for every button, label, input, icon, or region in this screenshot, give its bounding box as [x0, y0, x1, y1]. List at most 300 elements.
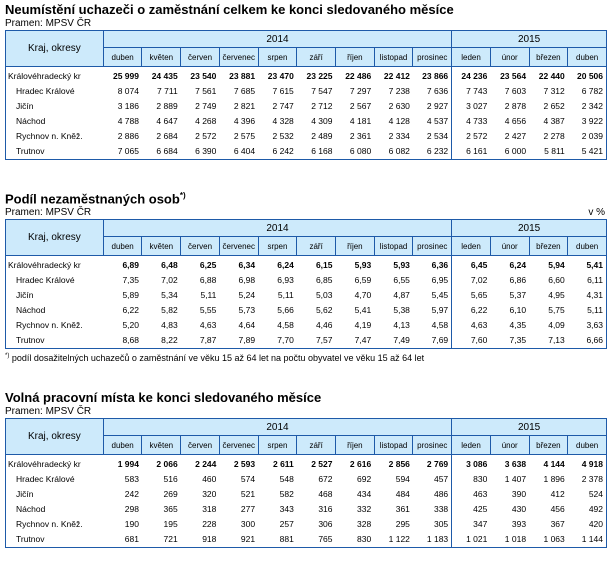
table-row	[6, 502, 607, 517]
value-cell: 6,25	[199, 260, 217, 271]
value-cell: 4 309	[311, 116, 333, 126]
value-cell: 516	[163, 474, 178, 484]
source-label: Pramen: MPSV ČR	[5, 207, 92, 219]
month-header: leden	[452, 237, 491, 256]
value-cell: 306	[318, 519, 333, 529]
value-cell: 4 328	[272, 116, 294, 126]
month-header: prosinec	[413, 48, 452, 67]
section-title: Podíl nezaměstnaných osob*)	[5, 191, 186, 207]
value-cell: 7 561	[195, 86, 217, 96]
value-cell: 24 236	[461, 71, 488, 81]
value-cell: 830	[336, 532, 375, 548]
value-cell: 24 435	[151, 71, 178, 81]
value-cell: 23 564	[500, 71, 527, 81]
month-header: červenec	[219, 436, 258, 455]
value-cell: 8,22	[142, 333, 181, 349]
value-cell: 2 039	[568, 129, 607, 144]
value-cell: 7 603	[504, 86, 527, 96]
value-cell: 6,95	[413, 273, 452, 288]
value-cell: 6,89	[122, 260, 139, 271]
value-cell: 5,11	[568, 303, 607, 318]
year-header-2014: 2014	[103, 31, 451, 48]
value-cell: 269	[163, 489, 178, 499]
month-header: březen	[529, 436, 568, 455]
value-cell: 1 183	[413, 532, 452, 548]
value-cell: 524	[568, 487, 607, 502]
value-cell: 430	[511, 504, 527, 514]
value-cell: 5,11	[277, 290, 294, 301]
value-cell: 228	[202, 519, 217, 529]
value-cell: 4,46	[315, 320, 333, 331]
value-cell: 6 161	[452, 144, 491, 160]
table-row	[6, 256, 607, 274]
value-cell: 2 747	[272, 101, 294, 111]
value-cell: 6,36	[413, 256, 452, 274]
table-row	[6, 517, 607, 532]
value-cell: 2 616	[349, 459, 372, 469]
section-vacancies	[5, 390, 607, 548]
region-cell: Trutnov	[6, 333, 104, 349]
value-cell: 5,93	[354, 260, 372, 271]
value-cell: 7,13	[529, 333, 568, 349]
month-header: květen	[142, 237, 181, 256]
region-cell: Rychnov n. Kněž.	[6, 517, 104, 532]
value-cell: 2 684	[156, 131, 178, 141]
value-cell: 4 647	[156, 116, 178, 126]
value-cell: 5,38	[393, 305, 410, 316]
value-cell: 7 238	[388, 86, 410, 96]
value-cell: 7,69	[413, 333, 452, 349]
table-body	[6, 256, 607, 349]
value-cell: 2 567	[349, 101, 372, 111]
value-cell: 4 733	[466, 116, 488, 126]
value-cell: 5,97	[413, 303, 452, 318]
region-cell: Jičín	[6, 99, 104, 114]
value-cell: 4,70	[354, 290, 372, 301]
value-cell: 6,86	[509, 275, 527, 286]
value-cell: 6,55	[393, 275, 410, 286]
month-header: duben	[103, 237, 142, 256]
month-header: červen	[181, 436, 220, 455]
region-cell: Náchod	[6, 502, 104, 517]
source-label: Pramen: MPSV ČR	[5, 406, 92, 417]
month-header: září	[297, 48, 336, 67]
value-cell: 332	[357, 504, 372, 514]
value-cell: 2 278	[543, 131, 565, 141]
value-cell: 7,57	[297, 333, 336, 349]
value-cell: 7,89	[219, 333, 258, 349]
value-cell: 6,85	[315, 275, 333, 286]
value-cell: 4 181	[349, 116, 372, 126]
month-header: únor	[490, 237, 529, 256]
value-cell: 2 652	[543, 101, 565, 111]
value-cell: 2 769	[413, 455, 452, 473]
value-cell: 2 821	[233, 101, 256, 111]
value-cell: 5 421	[568, 144, 607, 160]
region-cell: Hradec Králové	[6, 472, 104, 487]
value-cell: 4 396	[233, 116, 256, 126]
month-header: říjen	[336, 436, 375, 455]
region-cell: Rychnov n. Kněž.	[6, 129, 104, 144]
value-cell: 4,58	[277, 320, 294, 331]
value-cell: 2 527	[311, 459, 333, 469]
source-label: Pramen: MPSV ČR	[5, 18, 92, 29]
value-cell: 7 636	[413, 84, 452, 99]
month-header: listopad	[374, 436, 413, 455]
year-header-2015: 2015	[452, 31, 607, 48]
value-cell: 22 440	[538, 71, 565, 81]
value-cell: 328	[357, 519, 372, 529]
value-cell: 8 074	[117, 86, 139, 96]
value-cell: 6 080	[336, 144, 375, 160]
value-cell: 367	[550, 519, 565, 529]
month-header: duben	[568, 237, 607, 256]
month-header: listopad	[374, 237, 413, 256]
table-row	[6, 84, 607, 99]
table-row	[6, 472, 607, 487]
value-cell: 7 711	[157, 86, 178, 96]
value-cell: 22 486	[345, 71, 372, 81]
table-row	[6, 288, 607, 303]
value-cell: 881	[258, 532, 297, 548]
region-column-header: Kraj, okresy	[6, 220, 104, 256]
unemployed-table	[5, 30, 607, 160]
month-header: říjen	[336, 48, 375, 67]
footnote: *) podíl dosažitelných uchazečů o zaměstnání ve věku 15 až 64 let na počtu obyvatel ve věku 15 až 64 let	[5, 353, 425, 364]
region-column-header: Kraj, okresy	[6, 31, 104, 67]
table-row	[6, 333, 607, 349]
value-cell: 4 537	[413, 114, 452, 129]
value-cell: 3 027	[466, 101, 488, 111]
value-cell: 6 232	[413, 144, 452, 160]
value-cell: 23 540	[190, 71, 217, 81]
value-cell: 2 378	[568, 472, 607, 487]
table-row	[6, 129, 607, 144]
table-row	[6, 455, 607, 473]
value-cell: 4,83	[161, 320, 178, 331]
value-cell: 5,75	[548, 305, 565, 316]
value-cell: 4,64	[238, 320, 256, 331]
month-header: srpen	[258, 48, 297, 67]
value-cell: 242	[124, 489, 139, 499]
month-header: prosinec	[413, 436, 452, 455]
value-cell: 6,60	[548, 275, 565, 286]
value-cell: 2 334	[388, 131, 410, 141]
year-header-2014: 2014	[103, 220, 451, 237]
value-cell: 6,15	[315, 260, 333, 271]
value-cell: 4,13	[393, 320, 410, 331]
value-cell: 2 630	[388, 101, 410, 111]
value-cell: 918	[181, 532, 220, 548]
value-cell: 190	[124, 519, 139, 529]
value-cell: 830	[473, 474, 488, 484]
section-title: Volná pracovní místa ke konci sledovaného měsíce	[5, 390, 322, 405]
value-cell: 4,63	[470, 320, 488, 331]
table-row	[6, 273, 607, 288]
value-cell: 5,03	[315, 290, 333, 301]
table-row	[6, 99, 607, 114]
value-cell: 721	[142, 532, 181, 548]
value-cell: 6,48	[161, 260, 178, 271]
value-cell: 2 361	[349, 131, 372, 141]
value-cell: 468	[318, 489, 333, 499]
value-cell: 7 615	[272, 86, 294, 96]
table-body	[6, 67, 607, 160]
value-cell: 338	[413, 502, 452, 517]
year-header-2015: 2015	[452, 419, 607, 436]
region-cell: Královéhradecký kr	[6, 67, 104, 85]
value-cell: 20 506	[568, 67, 607, 85]
value-cell: 2 066	[156, 459, 178, 469]
value-cell: 7,49	[374, 333, 413, 349]
month-header: září	[297, 237, 336, 256]
value-cell: 195	[163, 519, 178, 529]
region-cell: Náchod	[6, 303, 104, 318]
value-cell: 277	[240, 504, 256, 514]
value-cell: 7,60	[452, 333, 491, 349]
month-header: listopad	[374, 48, 413, 67]
value-cell: 5,66	[277, 305, 294, 316]
value-cell: 594	[395, 474, 410, 484]
month-header: září	[297, 436, 336, 455]
value-cell: 6 168	[297, 144, 336, 160]
value-cell: 2 572	[195, 131, 217, 141]
value-cell: 8,68	[103, 333, 142, 349]
value-cell: 7,70	[258, 333, 297, 349]
value-cell: 692	[357, 474, 372, 484]
value-cell: 420	[568, 517, 607, 532]
value-cell: 23 881	[229, 71, 256, 81]
value-cell: 1 063	[529, 532, 568, 548]
value-cell: 4,95	[548, 290, 565, 301]
value-cell: 361	[395, 504, 410, 514]
value-cell: 484	[395, 489, 410, 499]
value-cell: 6,22	[470, 305, 488, 316]
value-cell: 4,87	[393, 290, 410, 301]
month-header: leden	[452, 436, 491, 455]
value-cell: 7 743	[466, 86, 488, 96]
month-header: únor	[490, 436, 529, 455]
value-cell: 5,62	[315, 305, 333, 316]
month-header: prosinec	[413, 237, 452, 256]
value-cell: 6,10	[509, 305, 527, 316]
value-cell: 434	[357, 489, 372, 499]
value-cell: 583	[124, 474, 139, 484]
value-cell: 2 575	[233, 131, 256, 141]
value-cell: 6,24	[277, 260, 294, 271]
value-cell: 672	[318, 474, 333, 484]
value-cell: 5,20	[122, 320, 139, 331]
value-cell: 2 244	[195, 459, 217, 469]
value-cell: 4 656	[504, 116, 527, 126]
region-cell: Jičín	[6, 487, 104, 502]
value-cell: 5,94	[548, 260, 565, 271]
value-cell: 23 470	[267, 71, 294, 81]
value-cell: 5,89	[122, 290, 139, 301]
value-cell: 3 638	[504, 459, 527, 469]
value-cell: 6,93	[277, 275, 294, 286]
value-cell: 457	[413, 472, 452, 487]
value-cell: 681	[103, 532, 142, 548]
value-cell: 7,02	[161, 275, 178, 286]
region-cell: Královéhradecký kr	[6, 256, 104, 274]
value-cell: 6 242	[258, 144, 297, 160]
value-cell: 7,47	[336, 333, 375, 349]
value-cell: 2 572	[466, 131, 488, 141]
month-header: červen	[181, 48, 220, 67]
region-cell: Hradec Králové	[6, 84, 104, 99]
value-cell: 7,35	[122, 275, 139, 286]
table-row	[6, 487, 607, 502]
value-cell: 6,59	[354, 275, 372, 286]
value-cell: 5,45	[413, 288, 452, 303]
value-cell: 574	[240, 474, 256, 484]
value-cell: 6,22	[122, 305, 139, 316]
value-cell: 4 144	[543, 459, 565, 469]
value-cell: 582	[279, 489, 294, 499]
unemployment-share-table	[5, 219, 607, 349]
value-cell: 7 547	[311, 86, 333, 96]
value-cell: 1 994	[117, 459, 139, 469]
value-cell: 5,11	[200, 290, 217, 301]
value-cell: 5,41	[354, 305, 372, 316]
value-cell: 463	[473, 489, 488, 499]
value-cell: 6 082	[374, 144, 413, 160]
value-cell: 7 312	[543, 86, 565, 96]
value-cell: 765	[297, 532, 336, 548]
value-cell: 412	[550, 489, 565, 499]
value-cell: 2 534	[413, 129, 452, 144]
value-cell: 456	[550, 504, 565, 514]
value-cell: 6 000	[490, 144, 529, 160]
year-header-2015: 2015	[452, 220, 607, 237]
value-cell: 6,11	[568, 273, 607, 288]
value-cell: 2 712	[311, 101, 333, 111]
value-cell: 3 086	[466, 459, 488, 469]
value-cell: 4 387	[543, 116, 565, 126]
value-cell: 365	[163, 504, 178, 514]
value-cell: 921	[219, 532, 258, 548]
value-cell: 23 866	[413, 67, 452, 85]
value-cell: 7,87	[181, 333, 220, 349]
value-cell: 390	[511, 489, 527, 499]
value-cell: 295	[395, 519, 410, 529]
value-cell: 257	[279, 519, 294, 529]
value-cell: 2 611	[272, 459, 294, 469]
value-cell: 4,58	[413, 318, 452, 333]
month-header: duben	[103, 436, 142, 455]
value-cell: 7,35	[490, 333, 529, 349]
value-cell: 2 427	[504, 131, 527, 141]
month-header: červenec	[219, 48, 258, 67]
value-cell: 298	[124, 504, 139, 514]
value-cell: 300	[240, 519, 256, 529]
value-cell: 4 268	[195, 116, 217, 126]
region-cell: Královéhradecký kr	[6, 455, 104, 473]
value-cell: 5,65	[470, 290, 488, 301]
region-column-header: Kraj, okresy	[6, 419, 104, 455]
month-header: duben	[568, 436, 607, 455]
value-cell: 2 342	[568, 99, 607, 114]
month-header: květen	[142, 48, 181, 67]
value-cell: 6,98	[238, 275, 256, 286]
value-cell: 2 532	[272, 131, 294, 141]
value-cell: 1 018	[490, 532, 529, 548]
value-cell: 6,88	[199, 275, 217, 286]
value-cell: 4,19	[354, 320, 372, 331]
month-header: říjen	[336, 237, 375, 256]
value-cell: 318	[202, 504, 217, 514]
section-unemployment-share	[5, 188, 607, 364]
value-cell: 5,24	[238, 290, 256, 301]
value-cell: 7 297	[349, 86, 372, 96]
month-header: únor	[490, 48, 529, 67]
vacancies-table	[5, 418, 607, 548]
section-unemployed	[5, 2, 607, 160]
region-cell: Rychnov n. Kněž.	[6, 318, 104, 333]
month-header: červenec	[219, 237, 258, 256]
value-cell: 4 918	[568, 455, 607, 473]
value-cell: 1 896	[543, 474, 565, 484]
value-cell: 5,93	[393, 260, 410, 271]
month-header: květen	[142, 436, 181, 455]
value-cell: 5,37	[509, 290, 527, 301]
value-cell: 6,34	[238, 260, 256, 271]
value-cell: 4,31	[568, 288, 607, 303]
value-cell: 2 856	[388, 459, 410, 469]
value-cell: 7 685	[233, 86, 256, 96]
value-cell: 7 065	[103, 144, 142, 160]
table-row	[6, 532, 607, 548]
value-cell: 393	[511, 519, 527, 529]
value-cell: 492	[568, 502, 607, 517]
value-cell: 4,35	[509, 320, 527, 331]
value-cell: 316	[318, 504, 333, 514]
value-cell: 25 999	[112, 71, 139, 81]
value-cell: 5,82	[161, 305, 178, 316]
value-cell: 5,73	[238, 305, 256, 316]
value-cell: 320	[202, 489, 217, 499]
value-cell: 486	[413, 487, 452, 502]
table-row	[6, 67, 607, 85]
value-cell: 6 782	[568, 84, 607, 99]
value-cell: 5,41	[568, 256, 607, 274]
table-row	[6, 303, 607, 318]
value-cell: 2 889	[156, 101, 178, 111]
value-cell: 521	[240, 489, 256, 499]
value-cell: 5,34	[161, 290, 178, 301]
value-cell: 347	[473, 519, 488, 529]
region-cell: Jičín	[6, 288, 104, 303]
section-title: Neumístění uchazeči o zaměstnání celkem ke konci sledovaného měsíce	[5, 2, 454, 17]
month-header: leden	[452, 48, 491, 67]
value-cell: 305	[413, 517, 452, 532]
value-cell: 5 811	[529, 144, 568, 160]
month-header: duben	[103, 48, 142, 67]
value-cell: 2 927	[413, 99, 452, 114]
value-cell: 425	[473, 504, 488, 514]
region-cell: Trutnov	[6, 532, 104, 548]
month-header: červen	[181, 237, 220, 256]
region-cell: Hradec Králové	[6, 273, 104, 288]
value-cell: 2 593	[233, 459, 256, 469]
value-cell: 7,02	[470, 275, 488, 286]
unit-label: v %	[588, 207, 605, 219]
table-row	[6, 114, 607, 129]
value-cell: 6 390	[181, 144, 220, 160]
value-cell: 1 407	[504, 474, 527, 484]
value-cell: 4,09	[548, 320, 565, 331]
